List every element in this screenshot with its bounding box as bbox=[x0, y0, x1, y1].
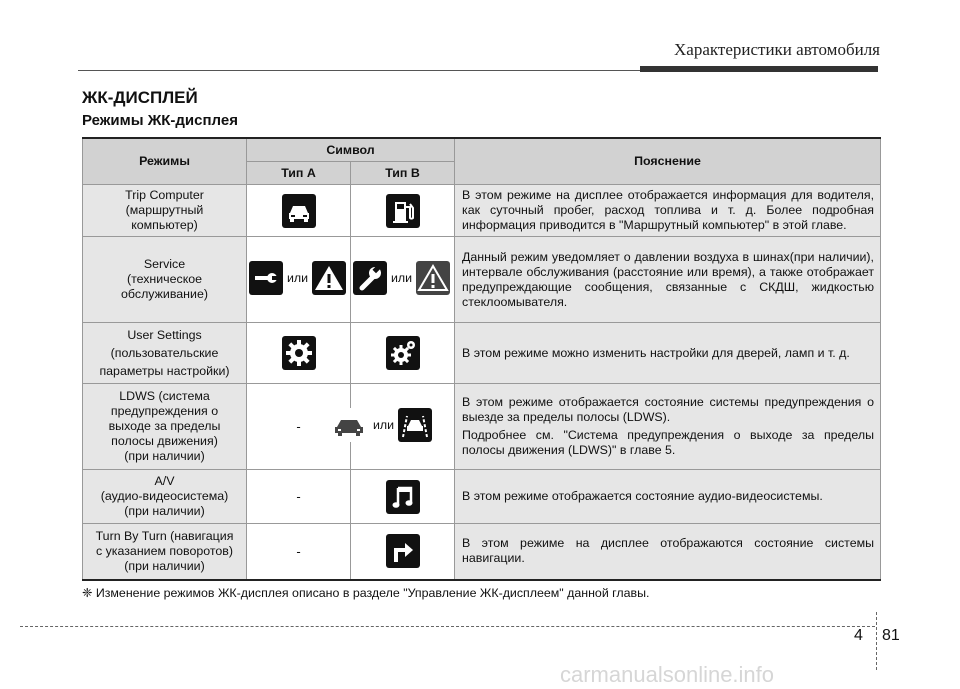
symbol-type-a-cell: - bbox=[247, 384, 351, 470]
or-label: или bbox=[287, 270, 309, 285]
header-accent-bar bbox=[640, 66, 878, 72]
footnote: ❈ Изменение режимов ЖК-дисплея описано в разделе "Управление ЖК-дисплеем" данной главы. bbox=[82, 586, 650, 600]
car-icon bbox=[282, 194, 316, 228]
mode-text: (пользовательские bbox=[110, 346, 219, 360]
mode-text: предупреждения о bbox=[110, 404, 219, 418]
mode-text: с указанием поворотов) bbox=[95, 543, 234, 558]
gear-settings-icon bbox=[386, 336, 420, 370]
mode-text: Trip Computer bbox=[125, 188, 204, 202]
watermark: carmanualsonline.info bbox=[560, 662, 775, 687]
mode-text: обслуживание) bbox=[121, 287, 208, 301]
symbol-type-b-cell bbox=[351, 524, 455, 580]
mode-text: (аудио-видеосистема) bbox=[100, 489, 229, 503]
mode-cell bbox=[83, 323, 247, 384]
lane-departure-icon bbox=[398, 408, 432, 442]
explanation-cell bbox=[455, 524, 881, 580]
symbol-type-b-cell bbox=[351, 237, 455, 323]
symbol-type-a-cell bbox=[247, 185, 351, 237]
explanation-cell bbox=[455, 185, 881, 237]
mode-text: компьютер) bbox=[131, 218, 198, 232]
warning-triangle-icon bbox=[416, 261, 450, 295]
table-row bbox=[83, 384, 881, 470]
warning-triangle-icon bbox=[312, 261, 346, 295]
mode-text: параметры настройки) bbox=[99, 364, 230, 378]
mode-cell bbox=[83, 185, 247, 237]
table-row bbox=[83, 237, 881, 323]
explanation-text: Данный режим уведомляет о давлении воздуха в шинах(при наличии), интервале обслуживания (расстояние или время), а также отображает предупреждающие сообщения, связанные с СКДШ, жидкостью стеклоомывателя. bbox=[462, 249, 875, 309]
lcd-modes-table bbox=[82, 137, 881, 581]
chapter-number: 4 bbox=[854, 627, 863, 644]
mode-text: (при наличии) bbox=[124, 449, 205, 463]
explanation-cell bbox=[455, 237, 881, 323]
wrench-icon bbox=[249, 261, 283, 295]
explanation-text: Подробнее см. "Система предупреждения о выходе за пределы полосы движения (LDWS)" в главе 5. bbox=[462, 428, 875, 457]
symbol-type-b-cell bbox=[351, 185, 455, 237]
header-type-a: Тип А bbox=[247, 162, 351, 185]
mode-cell bbox=[83, 470, 247, 524]
mode-text: полосы движения) bbox=[111, 434, 218, 448]
explanation-cell bbox=[455, 323, 881, 384]
subsection-title: Режимы ЖК-дисплея bbox=[82, 112, 238, 129]
header-explanation: Пояснение bbox=[455, 138, 881, 185]
car-lane-icon bbox=[329, 408, 369, 442]
symbol-type-b-cell bbox=[351, 323, 455, 384]
header-symbol: Символ bbox=[247, 138, 455, 162]
mode-text: (при наличии) bbox=[124, 504, 205, 518]
table-row bbox=[83, 524, 881, 580]
table-header-row bbox=[83, 138, 881, 162]
page-header-title: Характеристики автомобиля bbox=[674, 40, 880, 59]
header-mode: Режимы bbox=[83, 138, 247, 185]
symbol-type-a-cell: - bbox=[247, 470, 351, 524]
symbol-type-b-cell bbox=[351, 384, 455, 470]
explanation-cell bbox=[455, 470, 881, 524]
gear-icon bbox=[282, 336, 316, 370]
wrench-icon bbox=[353, 261, 387, 295]
explanation-text: В этом режиме отображается состояние аудио-видеосистемы. bbox=[462, 489, 823, 503]
or-label: или bbox=[373, 417, 395, 432]
explanation-cell bbox=[455, 384, 881, 470]
explanation-text: В этом режиме на дисплее отображаются состояние системы навигации. bbox=[462, 536, 875, 566]
page-number: 81 bbox=[882, 627, 900, 644]
mode-text: выходе за пределы bbox=[108, 419, 221, 433]
mode-text: Turn By Turn (навигация bbox=[95, 528, 234, 543]
mode-text: A/V bbox=[154, 474, 175, 488]
section-title: ЖК-ДИСПЛЕЙ bbox=[82, 88, 198, 107]
symbol-type-a-cell bbox=[247, 237, 351, 323]
table-row bbox=[83, 323, 881, 384]
mode-text: (при наличии) bbox=[124, 558, 205, 573]
table-row bbox=[83, 185, 881, 237]
explanation-text: В этом режиме на дисплее отображается информация для водителя, как суточный пробег, расход топлива и т. д. Более подробная информация приводится в "Маршрутный компьютер" в этой главе. bbox=[462, 188, 875, 232]
mode-cell bbox=[83, 237, 247, 323]
mode-text: (маршрутный bbox=[125, 203, 204, 217]
footer-page-divider bbox=[876, 612, 877, 670]
explanation-text: В этом режиме отображается состояние системы предупреждения о выезде за пределы полосы (LDWS). bbox=[462, 395, 875, 424]
music-note-icon bbox=[386, 480, 420, 514]
symbol-type-b-cell bbox=[351, 470, 455, 524]
mode-text: LDWS (система bbox=[119, 389, 210, 403]
symbol-type-a-cell bbox=[247, 323, 351, 384]
mode-text: Service bbox=[143, 257, 186, 271]
mode-cell bbox=[83, 384, 247, 470]
footer-dashed-rule bbox=[20, 626, 875, 627]
symbol-type-a-cell: - bbox=[247, 524, 351, 580]
header-type-b: Тип В bbox=[351, 162, 455, 185]
mode-cell bbox=[83, 524, 247, 580]
turn-arrow-icon bbox=[386, 534, 420, 568]
explanation-text: В этом режиме можно изменить настройки для дверей, ламп и т. д. bbox=[462, 345, 850, 360]
mode-text: User Settings bbox=[127, 328, 202, 342]
mode-text: (техническое bbox=[126, 272, 203, 286]
table-row bbox=[83, 470, 881, 524]
or-label: или bbox=[391, 270, 413, 285]
fuel-pump-icon bbox=[386, 194, 420, 228]
